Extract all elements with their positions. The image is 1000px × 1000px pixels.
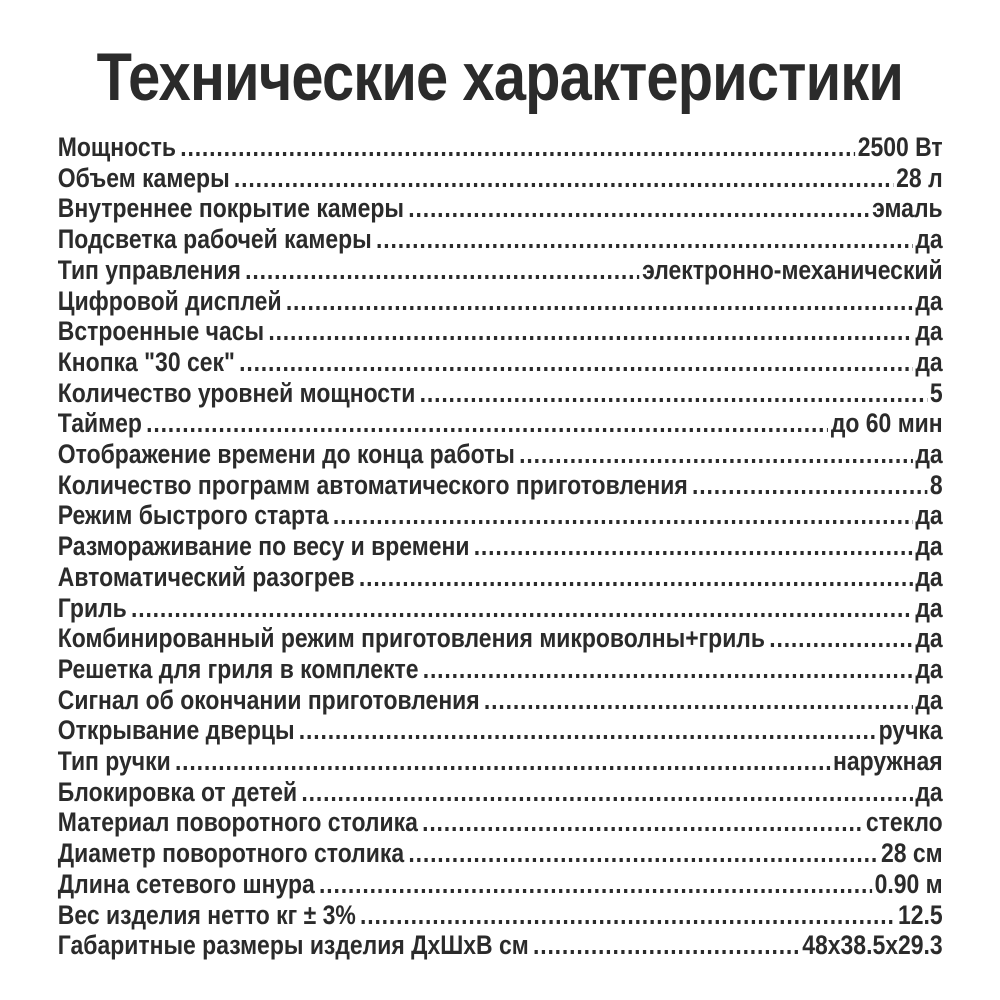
spec-value: да <box>915 316 943 347</box>
dotted-leader <box>301 777 912 808</box>
spec-label: Комбинированный режим приготовления микроволны+гриль <box>57 623 766 654</box>
spec-row <box>58 869 943 900</box>
dotted-leader <box>319 869 872 900</box>
spec-label: Материал поворотного столика <box>57 807 418 838</box>
dotted-leader <box>245 255 639 286</box>
dotted-leader <box>180 132 855 163</box>
spec-value: да <box>915 776 943 807</box>
page-title: Технические характеристики <box>96 39 904 115</box>
dotted-leader <box>234 163 894 194</box>
spec-value: да <box>915 592 943 623</box>
dotted-leader <box>692 470 927 501</box>
spec-sheet <box>0 36 1000 961</box>
spec-value: до 60 мин <box>830 408 943 439</box>
spec-label: Тип управления <box>57 254 241 285</box>
spec-value: да <box>915 531 943 562</box>
spec-value: 5 <box>929 377 943 408</box>
spec-row <box>58 163 943 194</box>
dotted-leader <box>359 562 913 593</box>
spec-label: Решетка для гриля в комплекте <box>57 653 419 684</box>
spec-row <box>58 930 943 961</box>
spec-value: да <box>915 623 943 654</box>
spec-label: Количество уровней мощности <box>57 377 416 408</box>
spec-row <box>58 224 943 255</box>
dotted-leader <box>769 623 913 654</box>
spec-value: 28 л <box>896 162 943 193</box>
spec-row <box>58 777 943 808</box>
spec-value: 28 см <box>880 838 943 869</box>
spec-label: Диаметр поворотного столика <box>57 838 405 869</box>
spec-value: 2500 Вт <box>857 132 943 162</box>
spec-row <box>58 593 943 624</box>
spec-value: 8 <box>929 469 943 500</box>
spec-row <box>58 654 943 685</box>
spec-row <box>58 378 943 409</box>
dotted-leader <box>131 593 913 624</box>
dotted-leader <box>474 531 913 562</box>
spec-value: да <box>915 684 943 715</box>
spec-value: да <box>915 653 943 684</box>
spec-value: 0.90 м <box>874 868 943 899</box>
spec-list <box>0 132 1000 961</box>
spec-row <box>58 562 943 593</box>
spec-label: Кнопка "30 сек" <box>57 346 235 377</box>
spec-row <box>58 470 943 501</box>
spec-row <box>58 531 943 562</box>
spec-value: наружная <box>832 746 943 777</box>
spec-row <box>58 623 943 654</box>
spec-value: да <box>915 224 943 255</box>
spec-value: да <box>915 561 943 592</box>
dotted-leader <box>422 807 863 838</box>
spec-label: Блокировка от детей <box>57 776 298 807</box>
spec-label: Цифровой дисплей <box>57 285 282 316</box>
spec-row <box>58 132 943 163</box>
spec-label: Отображение времени до конца работы <box>57 439 515 470</box>
spec-row <box>58 807 943 838</box>
dotted-leader <box>519 439 913 470</box>
dotted-leader <box>146 408 828 439</box>
spec-label: Габаритные размеры изделия ДхШхВ см <box>57 930 529 961</box>
spec-value: 48х38.5х29.3 <box>802 930 943 961</box>
dotted-leader <box>423 654 913 685</box>
dotted-leader <box>360 900 895 931</box>
dotted-leader <box>408 838 878 869</box>
dotted-leader <box>268 316 912 347</box>
dotted-leader <box>533 930 800 961</box>
spec-row <box>58 408 943 439</box>
spec-row <box>58 316 943 347</box>
spec-value: да <box>915 439 943 470</box>
spec-row <box>58 255 943 286</box>
spec-row <box>58 685 943 716</box>
spec-label: Гриль <box>57 592 127 623</box>
spec-value: да <box>915 500 943 531</box>
spec-label: Мощность <box>57 132 177 162</box>
spec-row <box>58 193 943 224</box>
spec-value: да <box>915 285 943 316</box>
spec-label: Открывание дверцы <box>57 715 295 746</box>
spec-row <box>58 439 943 470</box>
dotted-leader <box>286 286 913 317</box>
spec-row <box>58 286 943 317</box>
spec-value: стекло <box>865 807 943 838</box>
spec-row <box>58 838 943 869</box>
spec-value: электронно-механический <box>642 254 943 285</box>
spec-value: эмаль <box>872 193 943 224</box>
spec-label: Встроенные часы <box>57 316 265 347</box>
spec-value: да <box>915 346 943 377</box>
spec-row <box>58 500 943 531</box>
spec-label: Внутреннее покрытие камеры <box>57 193 405 224</box>
spec-label: Автоматический разогрев <box>57 561 355 592</box>
dotted-leader <box>239 347 913 378</box>
dotted-leader <box>420 378 928 409</box>
dotted-leader <box>484 685 913 716</box>
spec-row <box>58 347 943 378</box>
dotted-leader <box>333 500 913 531</box>
spec-label: Режим быстрого старта <box>57 500 329 531</box>
spec-label: Подсветка рабочей камеры <box>57 224 372 255</box>
spec-label: Сигнал об окончании приготовления <box>57 684 480 715</box>
dotted-leader <box>408 193 869 224</box>
spec-row <box>58 746 943 777</box>
spec-label: Длина сетевого шнура <box>57 868 315 899</box>
spec-value: 12.5 <box>897 899 943 930</box>
spec-row <box>58 715 943 746</box>
spec-label: Объем камеры <box>57 162 230 193</box>
spec-label: Таймер <box>57 408 142 439</box>
spec-label: Вес изделия нетто кг ± 3% <box>57 899 356 930</box>
dotted-leader <box>175 746 830 777</box>
spec-label: Тип ручки <box>57 746 171 777</box>
spec-value: ручка <box>878 715 943 746</box>
dotted-leader <box>299 715 876 746</box>
spec-label: Размораживание по весу и времени <box>57 531 470 562</box>
dotted-leader <box>376 224 913 255</box>
spec-label: Количество программ автоматического приготовления <box>57 469 688 500</box>
spec-row <box>58 900 943 931</box>
